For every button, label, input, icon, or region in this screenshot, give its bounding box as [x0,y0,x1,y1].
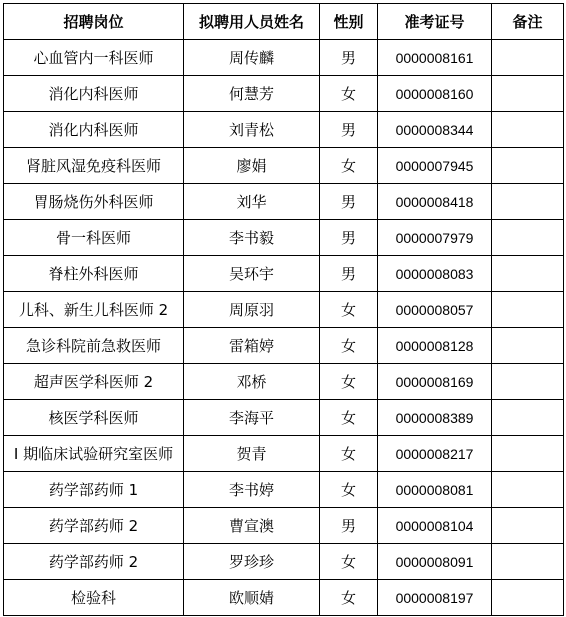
cell-name: 刘华 [184,184,320,220]
table-row [4,400,564,436]
cell-name: 周原羽 [184,292,320,328]
cell-position: 药学部药师 2 [4,508,184,544]
cell-gender: 男 [320,508,378,544]
header-gender: 性别 [320,4,378,40]
cell-remarks [492,112,564,148]
cell-gender: 女 [320,400,378,436]
table-row [4,76,564,112]
cell-exam-number: 0000007979 [378,220,492,256]
cell-name: 李书婷 [184,472,320,508]
cell-position: 脊柱外科医师 [4,256,184,292]
cell-gender: 女 [320,436,378,472]
cell-exam-number: 0000008104 [378,508,492,544]
cell-exam-number: 0000008344 [378,112,492,148]
table-row [4,472,564,508]
cell-name: 廖娟 [184,148,320,184]
cell-gender: 男 [320,184,378,220]
cell-name: 李海平 [184,400,320,436]
cell-remarks [492,184,564,220]
cell-gender: 女 [320,148,378,184]
cell-remarks [492,580,564,616]
cell-name: 曹宣澳 [184,508,320,544]
table-row [4,40,564,76]
cell-exam-number: 0000008197 [378,580,492,616]
table-row [4,436,564,472]
header-position: 招聘岗位 [4,4,184,40]
header-remarks: 备注 [492,4,564,40]
cell-remarks [492,76,564,112]
table-row [4,184,564,220]
cell-gender: 女 [320,544,378,580]
cell-position: 肾脏风湿免疫科医师 [4,148,184,184]
cell-position: 核医学科医师 [4,400,184,436]
cell-remarks [492,256,564,292]
cell-position: 胃肠烧伤外科医师 [4,184,184,220]
cell-remarks [492,472,564,508]
cell-position: 儿科、新生儿科医师 2 [4,292,184,328]
cell-gender: 女 [320,328,378,364]
cell-position: 骨一科医师 [4,220,184,256]
cell-gender: 男 [320,40,378,76]
table-row [4,508,564,544]
cell-name: 周传麟 [184,40,320,76]
cell-name: 罗珍珍 [184,544,320,580]
cell-exam-number: 0000008083 [378,256,492,292]
cell-gender: 女 [320,580,378,616]
header-name: 拟聘用人员姓名 [184,4,320,40]
cell-remarks [492,436,564,472]
cell-exam-number: 0000008169 [378,364,492,400]
cell-exam-number: 0000008057 [378,292,492,328]
header-row [4,4,564,40]
table-row [4,292,564,328]
cell-position: 心血管内一科医师 [4,40,184,76]
table-row [4,112,564,148]
cell-name: 吴环宇 [184,256,320,292]
cell-remarks [492,220,564,256]
table-row [4,328,564,364]
hiring-roster-table [3,3,564,616]
cell-position: 药学部药师 1 [4,472,184,508]
cell-exam-number: 0000008217 [378,436,492,472]
table-row [4,580,564,616]
cell-position: 消化内科医师 [4,112,184,148]
cell-exam-number: 0000008389 [378,400,492,436]
table-row [4,256,564,292]
cell-remarks [492,40,564,76]
table-row [4,220,564,256]
cell-name: 欧顺婧 [184,580,320,616]
cell-remarks [492,364,564,400]
cell-exam-number: 0000008161 [378,40,492,76]
cell-name: 李书毅 [184,220,320,256]
table-header [4,4,564,40]
cell-exam-number: 0000008128 [378,328,492,364]
cell-gender: 女 [320,76,378,112]
cell-name: 贺青 [184,436,320,472]
cell-remarks [492,292,564,328]
cell-position: 急诊科院前急救医师 [4,328,184,364]
cell-exam-number: 0000008081 [378,472,492,508]
table-row [4,148,564,184]
cell-name: 雷箱婷 [184,328,320,364]
cell-name: 何慧芳 [184,76,320,112]
table-body [4,40,564,616]
cell-gender: 女 [320,472,378,508]
cell-gender: 男 [320,112,378,148]
cell-position: 药学部药师 2 [4,544,184,580]
table-row [4,544,564,580]
cell-exam-number: 0000008091 [378,544,492,580]
cell-gender: 男 [320,256,378,292]
cell-position: 检验科 [4,580,184,616]
cell-name: 邓桥 [184,364,320,400]
cell-remarks [492,400,564,436]
cell-gender: 女 [320,292,378,328]
header-exam-number: 准考证号 [378,4,492,40]
cell-exam-number: 0000007945 [378,148,492,184]
cell-position: 超声医学科医师 2 [4,364,184,400]
cell-remarks [492,148,564,184]
cell-exam-number: 0000008418 [378,184,492,220]
cell-remarks [492,544,564,580]
cell-exam-number: 0000008160 [378,76,492,112]
cell-position: 消化内科医师 [4,76,184,112]
cell-remarks [492,508,564,544]
cell-position: I 期临床试验研究室医师 [4,436,184,472]
table-row [4,364,564,400]
cell-name: 刘青松 [184,112,320,148]
cell-gender: 男 [320,220,378,256]
cell-gender: 女 [320,364,378,400]
cell-remarks [492,328,564,364]
